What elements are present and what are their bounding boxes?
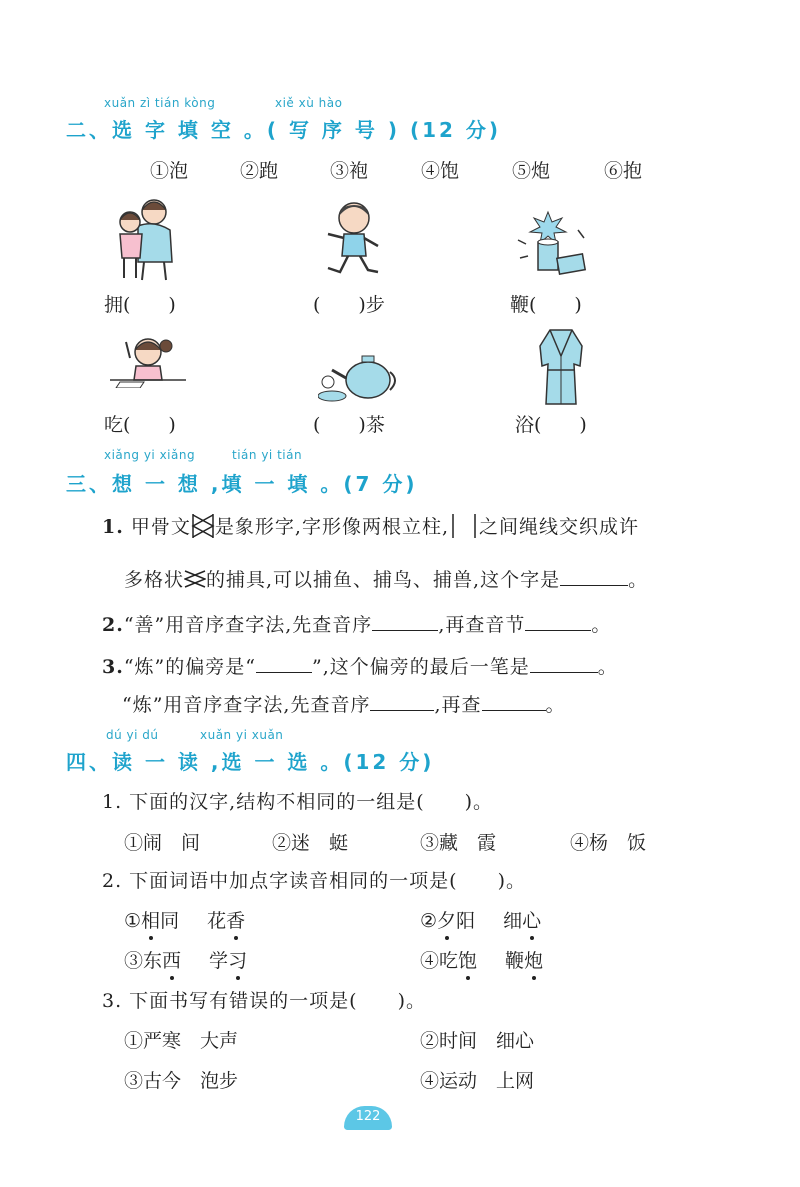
hugging-people-illustration — [108, 196, 180, 284]
question-3-3-number: 3. — [102, 656, 124, 678]
pinyin-xie-xu-hao: xiě xù hào — [275, 96, 343, 110]
option-5: ⑤炮 — [512, 160, 551, 182]
q4-2-opt3-dotted-char-2: 西 — [162, 946, 181, 973]
answer-blank-3-3a[interactable] — [256, 654, 312, 673]
pinyin-du-yi-du: dú yi dú — [106, 728, 159, 742]
q4-2-opt1-dotted-char-1: 相 — [141, 906, 160, 933]
option-1: ①泡 — [150, 160, 189, 182]
q4-2-opt4-char-1: 吃 — [439, 950, 459, 972]
firecrackers-illustration — [514, 210, 594, 280]
q4-2-opt2-char-2: 阳 — [456, 910, 476, 932]
q4-2-option-1[interactable] — [124, 906, 245, 933]
q4-3-option-1[interactable]: ①严寒 大声 — [124, 1030, 239, 1052]
q3-3-text-a: “炼”的偏旁是“ — [123, 656, 256, 678]
section4-title: 四、读 一 读 ,选 一 选 。(12 分) — [66, 750, 435, 774]
q4-2-opt1-dotted-char-4: 香 — [226, 906, 245, 933]
q3-1-period: 。 — [628, 569, 649, 591]
q3-1-text-b: 是象形字,字形像两根立柱, — [214, 516, 449, 538]
section3-title: 三、想 一 想 ,填 一 填 。(7 分) — [66, 472, 418, 496]
q4-1-option-3[interactable]: ③藏 霞 — [420, 832, 497, 854]
question-3-1-line2 — [124, 565, 648, 592]
option-2: ②跑 — [240, 160, 279, 182]
pinyin-xiang-yi-xiang: xiǎng yi xiǎng — [104, 448, 196, 462]
q4-2-opt3-marker: ③ — [124, 950, 144, 972]
q3-2-text-b: ,再查音节 — [438, 614, 526, 636]
q4-1-option-2[interactable]: ②迷 蜓 — [272, 832, 349, 854]
running-boy-illustration — [322, 198, 384, 282]
page-number: 122 — [355, 1109, 381, 1124]
answer-blank-3-1[interactable] — [560, 567, 628, 586]
q4-2-opt4-char-3: 鞭 — [505, 950, 525, 972]
question-4-1: 1. 下面的汉字,结构不相同的一组是( )。 — [102, 791, 494, 813]
net-grid-icon — [184, 568, 206, 590]
girl-eating-illustration — [110, 334, 186, 388]
item-label-firecracker: 鞭( ) — [510, 294, 582, 316]
answer-blank-3-3d[interactable] — [482, 692, 546, 711]
q4-2-opt3-char-1: 东 — [143, 950, 163, 972]
question-3-3-line1 — [102, 652, 618, 679]
q4-2-opt4-marker: ④ — [420, 950, 440, 972]
item-label-robe: 浴( ) — [515, 414, 587, 436]
question-3-1-line1 — [102, 512, 639, 539]
pinyin-xuan-yi-xuan: xuǎn yi xuǎn — [200, 728, 284, 742]
question-3-2-number: 2. — [102, 614, 124, 636]
q4-2-opt2-marker: ② — [420, 910, 438, 932]
q3-3-period-2: 。 — [545, 694, 566, 716]
question-4-3: 3. 下面书写有错误的一项是( )。 — [102, 990, 426, 1012]
q4-2-opt2-dotted-char-4: 心 — [522, 906, 541, 933]
q4-2-opt1-char-2: 同 — [160, 910, 180, 932]
answer-blank-3-3c[interactable] — [370, 692, 434, 711]
question-3-3-line2 — [122, 690, 566, 717]
question-3-2 — [102, 610, 611, 637]
q4-2-option-4[interactable] — [420, 946, 543, 973]
item-label-step: ( )步 — [313, 294, 385, 316]
q3-2-text-a: “善”用音序查字法,先查音序 — [123, 614, 373, 636]
q3-1-text-d: 多格状 — [124, 569, 185, 591]
q4-2-opt4-dotted-char-2: 饱 — [458, 946, 477, 973]
section2-title: 二、选 字 填 空 。( 写 序 号 ) (12 分) — [66, 118, 502, 142]
answer-blank-3-2b[interactable] — [525, 612, 591, 631]
q4-1-option-1[interactable]: ①闹 间 — [124, 832, 201, 854]
q4-2-option-3[interactable] — [124, 946, 247, 973]
q4-2-opt1-marker: ① — [124, 910, 142, 932]
q4-2-opt3-char-3: 学 — [209, 950, 229, 972]
item-label-tea: ( )茶 — [313, 414, 385, 436]
pinyin-xuan-zi-tian-kong: xuǎn zì tián kòng — [104, 96, 216, 110]
teapot-illustration — [318, 346, 398, 404]
q3-1-text-e: 的捕具,可以捕鱼、捕鸟、捕兽,这个字是 — [206, 569, 561, 591]
q3-2-period: 。 — [591, 614, 612, 636]
pinyin-tian-yi-tian: tián yi tián — [232, 448, 303, 462]
q4-1-option-4[interactable]: ④杨 饭 — [570, 832, 647, 854]
q4-2-option-2[interactable] — [420, 906, 541, 933]
q3-1-text-c: 之间绳线交织成许 — [479, 516, 640, 538]
question-3-1-number: 1. — [102, 516, 124, 538]
q4-2-opt4-dotted-char-4: 炮 — [524, 946, 543, 973]
two-pillars-icon — [449, 513, 479, 539]
bathrobe-illustration — [536, 326, 586, 408]
q4-2-opt3-dotted-char-4: 习 — [228, 946, 247, 973]
q4-3-option-2[interactable]: ②时间 细心 — [420, 1030, 535, 1052]
item-label-eat: 吃( ) — [104, 414, 176, 436]
q3-3-period: 。 — [597, 656, 618, 678]
q4-3-option-3[interactable]: ③古今 泡步 — [124, 1070, 239, 1092]
q3-1-text-a: 甲骨文 — [130, 516, 191, 538]
q4-2-opt2-dotted-char-1: 夕 — [437, 906, 456, 933]
q4-3-option-4[interactable]: ④运动 上网 — [420, 1070, 535, 1092]
q4-2-opt2-char-3: 细 — [503, 910, 523, 932]
oracle-bone-net-icon — [191, 513, 215, 539]
answer-blank-3-2a[interactable] — [372, 612, 438, 631]
option-3: ③袍 — [330, 160, 369, 182]
option-4: ④饱 — [421, 160, 460, 182]
answer-blank-3-3b[interactable] — [530, 654, 598, 673]
q3-3-text-c: “炼”用音序查字法,先查音序 — [122, 694, 371, 716]
q4-2-opt1-char-3: 花 — [207, 910, 227, 932]
q3-3-text-d: ,再查 — [434, 694, 482, 716]
question-4-2: 2. 下面词语中加点字读音相同的一项是( )。 — [102, 870, 526, 892]
item-label-hug: 拥( ) — [104, 294, 176, 316]
option-6: ⑥抱 — [604, 160, 643, 182]
q3-3-text-b: ”,这个偏旁的最后一笔是 — [311, 656, 530, 678]
